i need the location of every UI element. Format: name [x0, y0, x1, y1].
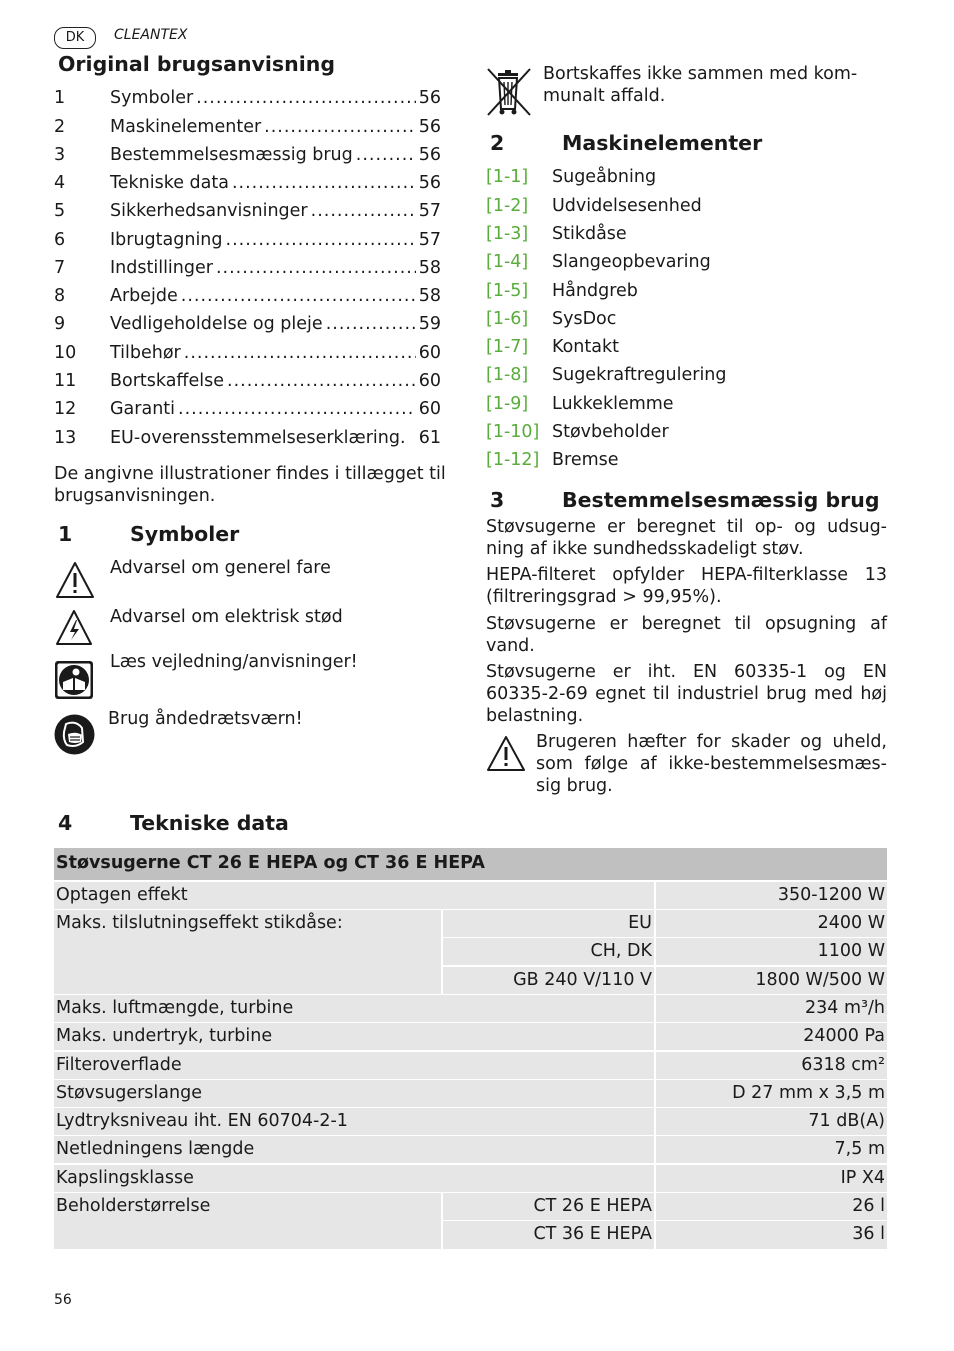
toc-item[interactable]: 2 Maskinelementer ..... 56 [54, 117, 441, 145]
toc-item[interactable]: 11 Bortskaffelse ..... 60 [54, 371, 441, 399]
list-item: [1-5] Håndgreb [486, 281, 638, 301]
table-cell-variant: GB 240 V/110 V [443, 967, 654, 994]
list-item: [1-6] SysDoc [486, 309, 617, 329]
toc-item[interactable]: 5 Sikkerhedsanvisninger ..... 57 [54, 201, 441, 229]
table-cell-value: 36 l [656, 1221, 887, 1249]
table-cell-label: Lydtryksniveau iht. EN 60704-2-1 [54, 1108, 654, 1135]
list-item: [1-4] Slangeopbevaring [486, 252, 711, 272]
section-1-number: 1 [58, 522, 73, 546]
read-manual-icon [54, 660, 94, 700]
section-2-title: Maskinelementer [562, 131, 763, 155]
table-cell-value: 2400 W [656, 910, 887, 937]
page-number: 56 [54, 1292, 72, 1308]
brand-name: CLEANTEX [114, 27, 188, 43]
toc-item[interactable]: 8 Arbejde ..... 58 [54, 286, 441, 314]
toc-item[interactable]: 4 Tekniske data ..... 56 [54, 173, 441, 201]
symbol-text-read-manual: Læs vejledning/anvisninger! [110, 652, 358, 672]
section-4-number: 4 [58, 811, 73, 835]
toc-item[interactable]: 3 Bestemmelsesmæssig brug ..... 56 [54, 145, 441, 173]
table-cell-value: 1100 W [656, 938, 887, 965]
symbol-text-general-danger: Advarsel om generel fare [110, 558, 331, 578]
toc-item[interactable]: 9 Vedligeholdelse og pleje ..... 59 [54, 314, 441, 342]
table-cell-value: 7,5 m [656, 1136, 887, 1163]
table-cell-variant: CT 36 E HEPA [443, 1221, 654, 1249]
list-item: [1-9] Lukkeklemme [486, 394, 674, 414]
section-3-title: Bestemmelsesmæssig brug [562, 488, 880, 512]
table-cell-value: 234 m³/h [656, 995, 887, 1022]
list-item: [1-12] Bremse [486, 450, 619, 470]
table-cell-variant: CH, DK [443, 938, 654, 965]
table-cell-label: Støvsugerslange [54, 1080, 654, 1107]
table-cell-label: Kapslingsklasse [54, 1165, 654, 1192]
liability-warning-text: Brugeren hæfter for skader og uheld, som følge af ikke-bestemmelsesmæs- sig brug. [536, 732, 887, 796]
list-item: [1-2] Udvidelsesenhed [486, 196, 702, 216]
document-title: Original brugsanvisning [58, 52, 336, 76]
warning-triangle-icon [486, 735, 526, 772]
table-cell-value: 71 dB(A) [656, 1108, 887, 1135]
symbol-text-electric-shock: Advarsel om elektrisk stød [110, 607, 343, 627]
symbol-text-respirator: Brug åndedrætsværn! [108, 709, 303, 729]
table-cell-label: Filteroverflade [54, 1052, 654, 1079]
table-cell-label: Maks. luftmængde, turbine [54, 995, 654, 1022]
table-cell-value: IP X4 [656, 1165, 887, 1192]
table-cell-value: 26 l [656, 1193, 887, 1220]
crossed-bin-icon [486, 67, 532, 117]
table-cell-value: 1800 W/500 W [656, 967, 887, 994]
section-4-title: Tekniske data [130, 811, 289, 835]
intended-use-paragraph-3: Støvsugerne er beregnet til opsugning af vand. [486, 614, 887, 656]
intended-use-paragraph-4: Støvsugerne er iht. EN 60335-1 og EN 60335-2-69 egnet til industriel brug med høj belastning. [486, 662, 887, 726]
list-item: [1-10] Støvbeholder [486, 422, 669, 442]
list-item: [1-1] Sugeåbning [486, 167, 657, 187]
section-2-number: 2 [490, 131, 505, 155]
list-item: [1-8] Sugekraftregulering [486, 365, 727, 385]
list-item: [1-3] Stikdåse [486, 224, 627, 244]
table-cell-value: 6318 cm² [656, 1052, 887, 1079]
disposal-text: Bortskaffes ikke sammen med kom- munalt affald. [543, 64, 858, 106]
warning-triangle-icon [55, 561, 95, 599]
table-cell-label: Beholderstørrelse [54, 1193, 441, 1249]
section-1-title: Symboler [130, 522, 240, 546]
list-item: [1-7] Kontakt [486, 337, 619, 357]
table-cell-label: Netledningens længde [54, 1136, 654, 1163]
section-3-number: 3 [490, 488, 505, 512]
language-badge: DK [54, 27, 96, 49]
toc-item[interactable]: 1 Symboler ..... 56 [54, 88, 441, 116]
table-cell-label: Maks. undertryk, turbine [54, 1023, 654, 1050]
table-header: Støvsugerne CT 26 E HEPA og CT 36 E HEPA [54, 848, 887, 880]
toc-item[interactable]: 7 Indstillinger ..... 58 [54, 258, 441, 286]
table-cell-value: D 27 mm x 3,5 m [656, 1080, 887, 1107]
table-cell-value: 350-1200 W [656, 882, 887, 909]
toc-item[interactable]: 6 Ibrugtagning ..... 57 [54, 230, 441, 258]
table-cell-variant: CT 26 E HEPA [443, 1193, 654, 1220]
table-cell-label: Optagen effekt [54, 882, 654, 909]
toc-item[interactable]: 10 Tilbehør ..... 60 [54, 343, 441, 371]
intro-text: De angivne illustrationer findes i tillægget til brugsanvisningen. [54, 464, 446, 506]
intended-use-paragraph-1: Støvsugerne er beregnet til op- og udsug- ning af ikke sundhedsskadeligt støv. [486, 517, 887, 559]
table-cell-label: Maks. tilslutningseffekt stikdåse: [54, 910, 441, 994]
intended-use-paragraph-2: HEPA-filteret opfylder HEPA-filterklasse 13 (filtreringsgrad > 99,95%). [486, 565, 887, 607]
toc-item[interactable]: 13 EU-overensstemmelseserklæring. 61 [54, 428, 441, 448]
table-cell-value: 24000 Pa [656, 1023, 887, 1050]
toc-item[interactable]: 12 Garanti ..... 60 [54, 399, 441, 427]
table-cell-variant: EU [443, 910, 654, 937]
respirator-icon [54, 714, 95, 755]
electric-shock-icon [55, 609, 93, 647]
